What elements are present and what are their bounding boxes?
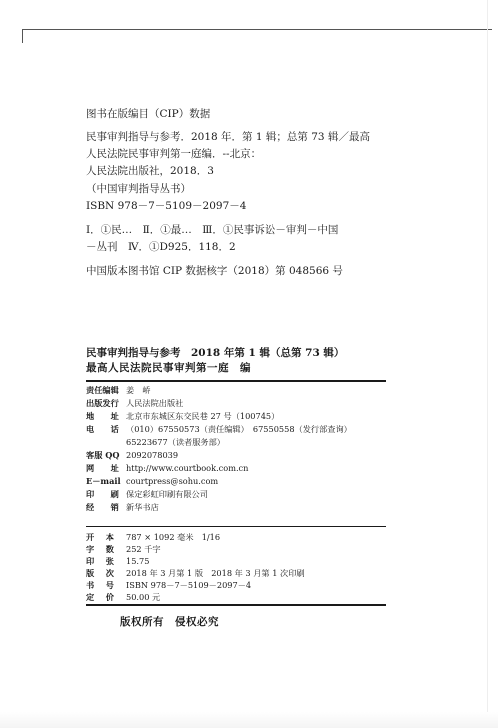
spec-value: ISBN 978－7－5109－2097－4	[126, 580, 252, 590]
pub-label: 网 址	[86, 463, 119, 473]
cip-number: 中国版本图书馆 CIP 数据核字（2018）第 048566 号	[86, 265, 343, 277]
pub-value: 北京市东城区东交民巷 27 号（100745）	[126, 411, 280, 421]
scan-edge-bottom	[0, 712, 498, 728]
cip-line: ISBN 978－7－5109－2097－4	[86, 200, 247, 212]
cip-line: 人民法院民事审判第一庭编．--北京：	[86, 148, 262, 160]
pub-label: 电 话	[86, 424, 119, 434]
pub-label: 地 址	[86, 411, 119, 421]
cip-heading: 图书在版编目（CIP）数据	[86, 108, 211, 120]
pub-value: courtpress@sohu.com	[126, 476, 219, 486]
pub-value: 65223677（读者服务部）	[126, 437, 225, 447]
spec-value: 252 千字	[126, 544, 161, 554]
spec-value: 50.00 元	[126, 592, 161, 602]
spec-label: 书 号	[86, 580, 114, 590]
spec-label: 开 本	[86, 532, 114, 542]
cip-line: （中国审判指导丛书）	[86, 183, 191, 195]
book-author: 最高人民法院民事审判第一庭 编	[86, 362, 251, 374]
cip-line: 人民法院出版社，2018．3	[86, 165, 214, 177]
scan-border-top	[22, 29, 492, 30]
cip-line: Ⅰ．①民… Ⅱ．①最… Ⅲ．①民事诉讼－审判－中国	[86, 224, 339, 236]
pub-value: 保定彩虹印刷有限公司	[126, 489, 208, 499]
pub-label: 客服 QQ	[86, 450, 120, 460]
cip-line: 民事审判指导与参考．2018 年．第 1 辑；总第 73 辑／最高	[86, 131, 370, 143]
scan-edge-right	[487, 0, 488, 728]
spec-value: 2018 年 3 月第 1 版 2018 年 3 月第 1 次印刷	[126, 568, 305, 578]
spec-value: 15.75	[126, 556, 150, 566]
spec-label: 版 次	[86, 568, 114, 578]
spec-label: 印 张	[86, 556, 114, 566]
rights-notice: 版权所有 侵权必究	[120, 616, 219, 628]
spec-value: 787 × 1092 毫米 1/16	[126, 532, 221, 542]
spec-label: 定 价	[86, 592, 114, 602]
pub-label: 责任编辑	[86, 385, 119, 395]
divider-bottom	[86, 604, 386, 606]
book-title: 民事审判指导与参考 2018 年第 1 辑（总第 73 辑）	[86, 347, 345, 359]
pub-label: 出版发行	[86, 398, 119, 408]
spec-label: 字 数	[86, 544, 114, 554]
pub-label: 印 刷	[86, 489, 119, 499]
pub-value: http://www.courtbook.com.cn	[126, 463, 249, 473]
pub-value: 2092078039	[126, 450, 179, 460]
pub-value: 人民法院出版社	[126, 398, 184, 408]
pub-value: 姜 峤	[126, 385, 151, 395]
scan-border-left	[22, 29, 23, 43]
pub-label: E－mail	[86, 476, 121, 486]
divider-middle	[86, 526, 386, 527]
pub-label: 经 销	[86, 502, 119, 512]
cip-line: －丛刊 Ⅳ．①D925．118．2	[86, 241, 236, 253]
divider-top	[86, 380, 386, 382]
pub-value: 新华书店	[126, 502, 159, 512]
pub-value: （010）67550573（责任编辑） 67550558（发行部查询）	[126, 424, 352, 434]
